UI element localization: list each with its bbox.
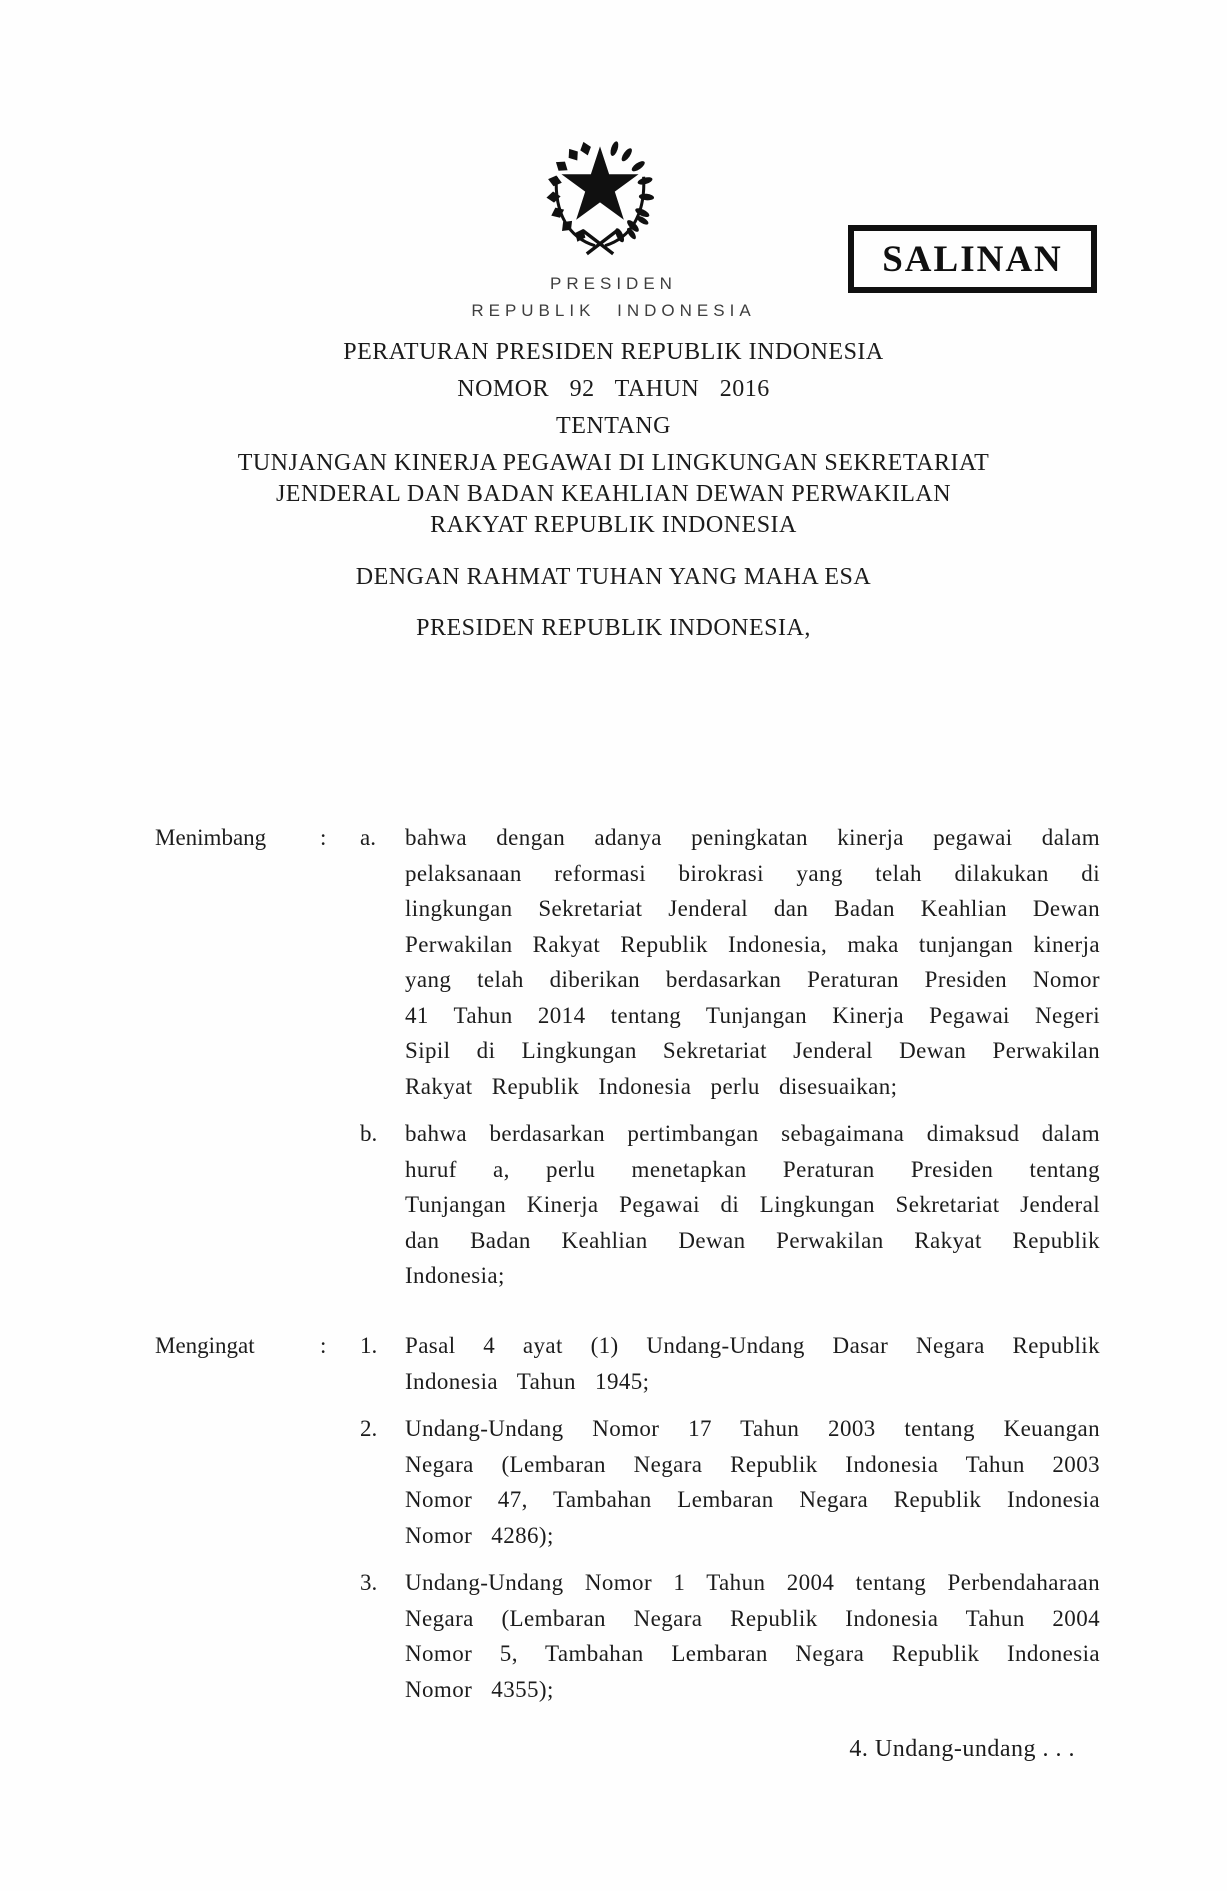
regulation-title — [0, 334, 1227, 541]
grace-line: DENGAN RAHMAT TUHAN YANG MAHA ESA — [355, 564, 872, 590]
presidential-seal-icon — [523, 124, 677, 266]
letterhead-line2: REPUBLIK INDONESIA — [471, 301, 756, 320]
letterhead — [0, 270, 1227, 324]
recalling-item-3-marker: 3. — [360, 1570, 378, 1595]
title-line-peraturan: PERATURAN PRESIDEN REPUBLIK INDONESIA — [343, 339, 884, 365]
recalling-section — [155, 1328, 1100, 1707]
recalling-item-2-text: Undang-Undang Nomor 17 Tahun 2003 tentang Keuangan Negara (Lembaran Negara Republik Indonesia Tahun 2003 Nomor 47, Tambahan Lembaran Negara Republik Indonesia Nomor 4286); — [405, 1416, 1100, 1548]
subject-line-3: RAKYAT REPUBLIK INDONESIA — [430, 512, 797, 538]
authority-line: PRESIDEN REPUBLIK INDONESIA, — [416, 615, 811, 641]
subject-line-1: TUNJANGAN KINERJA PEGAWAI DI LINGKUNGAN SEKRETARIAT — [237, 450, 990, 476]
recalling-item-2-marker: 2. — [360, 1416, 378, 1441]
considering-colon: : — [320, 825, 327, 850]
considering-item-b-text: bahwa berdasarkan pertimbangan sebagaimana dimaksud dalam huruf a, perlu menetapkan Peraturan Presiden tentang Tunjangan Kinerja Pegawai di Lingkungan Sekretariat Jenderal dan Badan Keahlian Dewan Perwakilan Rakyat Republik Indonesia; — [405, 1121, 1100, 1288]
title-line-tentang: TENTANG — [556, 413, 671, 439]
recalling-item-1-marker: 1. — [360, 1333, 378, 1358]
considering-item-a-text: bahwa dengan adanya peningkatan kinerja pegawai dalam pelaksanaan reformasi birokrasi yang telah dilakukan di lingkungan Sekretariat Jenderal dan Badan Keahlian Dewan Perwakilan Rakyat Republik Indonesia, maka tunjangan kinerja yang telah diberikan berdasarkan Peraturan Presiden Nomor 41 Tahun 2014 tentang Tunjangan Kinerja Pegawai Negeri Sipil di Lingkungan Sekretariat Jenderal Dewan Perwakilan Rakyat Republik Indonesia perlu disesuaikan; — [405, 825, 1100, 1099]
title-line-nomor: NOMOR 92 TAHUN 2016 — [457, 376, 770, 402]
considering-section — [155, 820, 1100, 1294]
title-subject — [0, 448, 1227, 541]
recalling-item-3-text: Undang-Undang Nomor 1 Tahun 2004 tentang Perbendaharaan Negara (Lembaran Negara Republik Indonesia Tahun 2004 Nomor 5, Tambahan Lembaran Negara Republik Indonesia Nomor 4355); — [405, 1570, 1100, 1702]
salinan-stamp-label: SALINAN — [882, 238, 1063, 280]
letterhead-line1: PRESIDEN — [550, 274, 677, 293]
recalling-item-1-text: Pasal 4 ayat (1) Undang-Undang Dasar Negara Republik Indonesia Tahun 1945; — [405, 1333, 1100, 1394]
recalling-colon: : — [320, 1333, 327, 1358]
considering-label: Menimbang — [155, 825, 267, 850]
recalling-label: Mengingat — [155, 1333, 255, 1358]
considering-item-b-marker: b. — [360, 1121, 378, 1146]
subject-line-2: JENDERAL DAN BADAN KEAHLIAN DEWAN PERWAKILAN — [275, 481, 952, 507]
considering-item-a-marker: a. — [360, 825, 376, 850]
catchword: 4. Undang-undang . . . — [849, 1736, 1075, 1762]
